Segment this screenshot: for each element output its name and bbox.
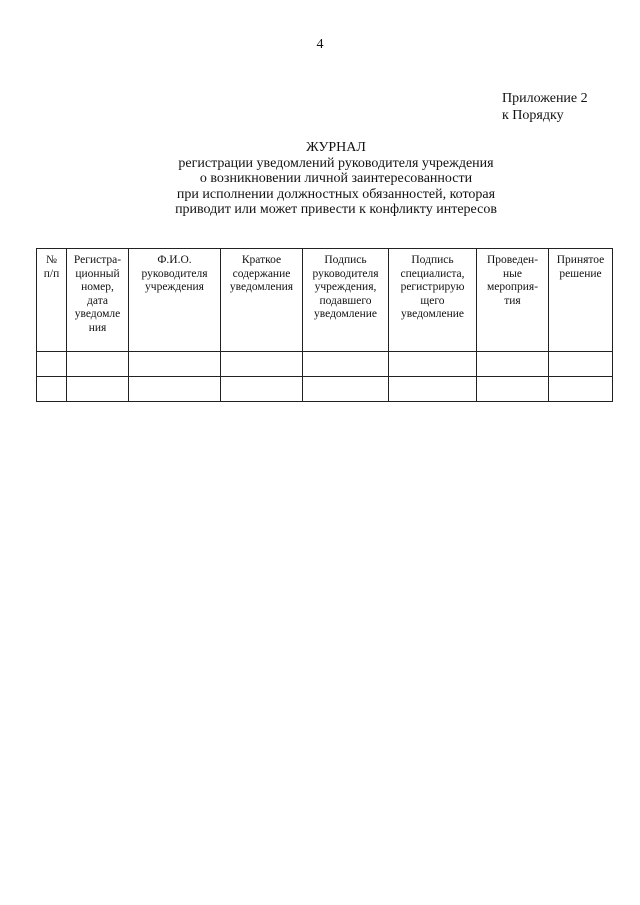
column-header-full-name: Ф.И.О. руководителя учреждения — [129, 249, 221, 352]
column-header-specialist-signature: Подпись специалиста, регистрирую щего уведомление — [389, 249, 477, 352]
document-heading — [0, 140, 640, 218]
appendix-line-2: к Порядку — [502, 108, 564, 123]
table-cell — [303, 377, 389, 402]
column-header-registration: Регистра- ционный номер, дата уведомле ния — [67, 249, 129, 352]
table-cell — [37, 352, 67, 377]
table-cell — [221, 352, 303, 377]
column-header-measures: Проведен- ные мероприя- тия — [477, 249, 549, 352]
table-cell — [389, 377, 477, 402]
table-cell — [67, 352, 129, 377]
heading-line-1: регистрации уведомлений руководителя учреждения — [178, 155, 494, 171]
column-header-decision: Принятое решение — [549, 249, 613, 352]
table-cell — [221, 377, 303, 402]
heading-line-4: приводит или может привести к конфликту интересов — [175, 202, 497, 217]
table-cell — [67, 377, 129, 402]
table-cell — [303, 352, 389, 377]
table-cell — [129, 377, 221, 402]
table-cell — [549, 377, 613, 402]
column-header-summary: Краткое содержание уведомления — [221, 249, 303, 352]
table-header-row — [37, 249, 613, 352]
page-number: 4 — [316, 37, 324, 52]
table-row — [37, 377, 613, 402]
table-cell — [129, 352, 221, 377]
appendix-line-1: Приложение 2 — [502, 91, 588, 106]
appendix-reference — [502, 90, 588, 124]
column-header-number: № п/п — [37, 249, 67, 352]
heading-line-2: о возникновении личной заинтересованности — [199, 171, 473, 186]
table-row — [37, 352, 613, 377]
table-cell — [477, 352, 549, 377]
heading-line-3: при исполнении должностных обязанностей, которая — [176, 186, 496, 202]
journal-table — [36, 248, 613, 402]
table-cell — [37, 377, 67, 402]
table-cell — [549, 352, 613, 377]
table-cell — [389, 352, 477, 377]
column-header-head-signature: Подпись руководителя учреждения, подавшего уведомление — [303, 249, 389, 352]
document-title: ЖУРНАЛ — [306, 140, 366, 155]
table-cell — [477, 377, 549, 402]
